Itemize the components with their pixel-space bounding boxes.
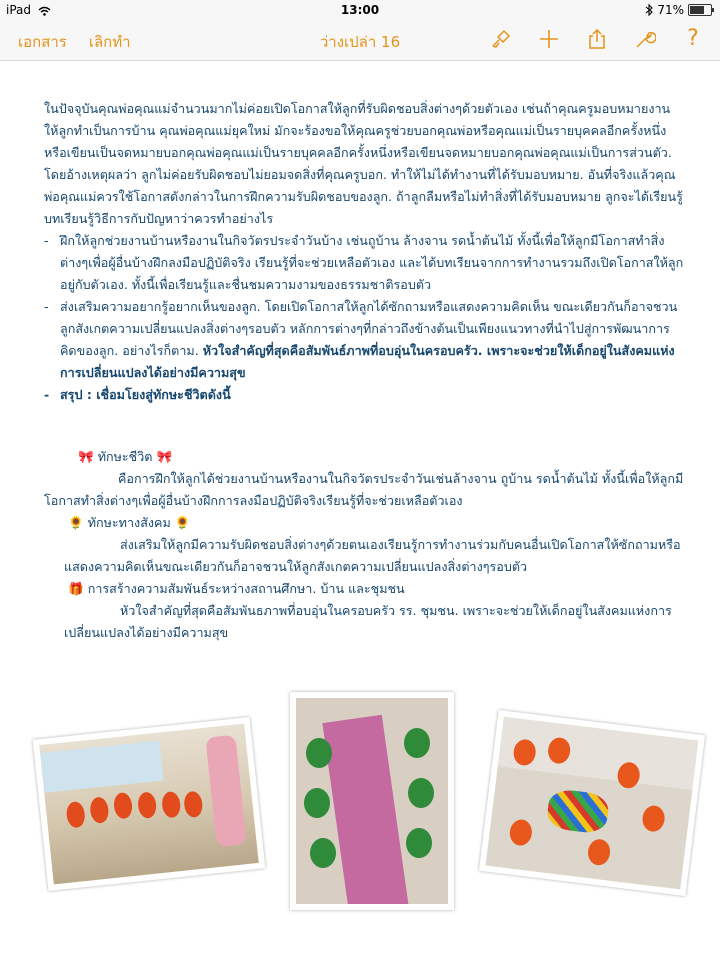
spacer: [44, 406, 684, 446]
brush-icon[interactable]: [488, 26, 514, 52]
child-shape: [113, 792, 134, 820]
section-title: ทักษะชีวิต: [97, 449, 153, 464]
status-right: [645, 3, 712, 17]
section-title: ทักษะทางสังคม: [87, 515, 171, 530]
section-body: ส่งเสริมให้ลูกมีความรับผิดชอบสิ่งต่างๆด้วยตนเองเรียนรู้การทำงานร่วมกับคนอื่นเปิดโอกาสให้ซักถามหรือแสดงความคิดเห็นขณะเดียวกันก็อาจชวนให้ลูกสังเกตความเปลี่ยนแปลงสิ่งต่างๆรอบตัว: [64, 537, 681, 574]
toolbar-right: [488, 26, 706, 52]
bluetooth-icon: [645, 4, 653, 16]
child-shape: [304, 788, 330, 818]
document-title[interactable]: ว่างเปล่า 16: [319, 33, 401, 51]
photo-center-image: [296, 698, 448, 904]
gift-icon: 🎁: [68, 581, 84, 596]
document-body[interactable]: [44, 98, 684, 644]
section-heading: [44, 578, 684, 600]
child-shape: [408, 778, 434, 808]
sunflower-icon: 🌻: [68, 515, 84, 530]
child-shape: [512, 738, 537, 766]
table-shape: [322, 715, 409, 904]
section-body: หัวใจสำคัญที่สุดคือสัมพันธภาพที่อบอุ่นในครอบครัว รร. ชุมชน. เพราะจะช่วยให้เด็กอยู่ในสังคมแห่งการเปลี่ยนแปลงได้อย่างมีความสุข: [64, 603, 672, 640]
section-heading: [44, 512, 684, 534]
photo-right-image: [486, 717, 699, 890]
child-shape: [137, 791, 158, 819]
clock: 13:00: [340, 3, 380, 17]
toolbar: [0, 20, 720, 61]
intro-paragraph: ในปัจจุบันคุณพ่อคุณแม่จำนวนมากไม่ค่อยเปิดโอกาสให้ลูกที่รับผิดชอบสิ่งต่างๆด้วยตัวเอง เช่นถ้าคุณครูมอบหมายงานให้ลูกทำเป็นการบ้าน คุณพ่อคุณแม่ยุคใหม่ มักจะร้องขอให้คุณครูช่วยบอกคุณพ่อหรือคุณแม่เป็นรายบุคคลอีกครั้งหนึ่งหรือเขียนเป็นจดหมายบอกคุณพ่อคุณแม่เป็นรายบุคคลอีกครั้งหนึ่งหรือเขียนจดหมายบอกคุณพ่อคุณแม่เป็นการส่วนตัว. โดยอ้างเหตุผลว่า ลูกไม่ค่อยรับผิดชอบไม่ยอมจดสิ่งที่คุณครูบอก. ทำให้ไม่ได้ทำงานที่ได้รับมอบหมาย. อันที่จริงแล้วคุณพ่อคุณแม่ควรใช้โอกาสดังกล่าวในการฝึกความรับผิดชอบของลูก. ถ้าลูกลืมหรือไม่ทำสิ่งที่ได้รับมอบหมาย ลูกจะได้เรียนรู้บทเรียนรู้วิธีการกับปัญหาว่าควรทำอย่างไร: [44, 101, 683, 226]
child-shape: [65, 801, 86, 829]
child-shape: [547, 736, 572, 764]
child-shape: [406, 828, 432, 858]
child-shape: [183, 791, 204, 819]
section-body: คือการฝึกให้ลูกได้ช่วยงานบ้านหรืองานในกิจวัตรประจำวันเช่นล้างจาน ถูบ้าน รดน้ำต้นไม้ ทั้งนี้เพื่อให้ลูกมีโอกาสทำสิ่งต่างๆเพื่อผู้อื่นบ้างฝึกการลงมือปฏิบัติจริงเรียนรู้ที่จะช่วยเหลือตัวเอง: [44, 471, 684, 508]
battery-fill: [690, 6, 704, 14]
sunflower-icon: 🌻: [174, 515, 191, 530]
documents-button[interactable]: เอกสาร: [18, 33, 67, 51]
child-shape: [89, 796, 110, 824]
help-icon[interactable]: ?: [687, 26, 699, 51]
bullet-bold-text: หัวใจสำคัญที่สุดคือสัมพันธ์ภาพที่อบอุ่นในครอบครัว. เพราะจะช่วยให้เด็กอยู่ในสังคมแห่งการเปลี่ยนแปลงได้อย่างมีความสุข: [60, 343, 675, 380]
window-shape: [40, 741, 164, 793]
wrench-icon[interactable]: [632, 26, 658, 52]
share-icon[interactable]: [584, 26, 610, 52]
child-shape: [161, 791, 182, 819]
bullet-text: ส่งเสริมความอยากรู้อยากเห็นของลูก. โดยเปิดโอกาสให้ลูกได้ซักถามหรือแสดงความคิดเห็น ขณะเดียวกันก็อาจชวนลูกสังเกตความเปลี่ยนแปลงสิ่งต่างๆรอบตัว หลักการต่างๆที่กล่าวถึงข้างต้นเป็นเพียงแนวทางที่นำไปสู่การพัฒนาการคิดของลูก. อย่างไรก็ตาม.: [60, 299, 678, 358]
photo-left[interactable]: [33, 717, 266, 891]
section-title: การสร้างความสัมพันธ์ระหว่างสถานศึกษา. บ้าน และชุมชน: [87, 581, 405, 596]
undo-button[interactable]: เลิกทำ: [88, 33, 131, 51]
bullet-item: [44, 296, 684, 384]
photo-right[interactable]: [479, 710, 705, 896]
section-heading: [44, 446, 684, 468]
ribbon-icon: 🎀: [156, 449, 173, 464]
person-shape: [205, 735, 246, 848]
battery-percent: 71%: [657, 3, 684, 17]
photo-left-image: [39, 724, 259, 885]
ribbon-icon: 🎀: [78, 449, 94, 464]
bullet-summary: - สรุป : เชื่อมโยงสู่ทักษะชีวิตดังนี้: [44, 384, 684, 406]
plus-icon[interactable]: [536, 26, 562, 52]
photo-center[interactable]: [290, 692, 454, 910]
device-name: iPad: [6, 3, 32, 17]
battery-icon: [688, 4, 712, 16]
child-shape: [306, 738, 332, 768]
status-bar: [0, 0, 720, 20]
child-shape: [310, 838, 336, 868]
child-shape: [404, 728, 430, 758]
bullet-item: - ฝึกให้ลูกช่วยงานบ้านหรืองานในกิจวัตรประจำวันบ้าง เช่นถูบ้าน ล้างจาน รดน้ำต้นไม้ ทั้งนี้เพื่อให้ลูกมีโอกาสทำสิ่งต่างๆเพื่อผู้อื่นบ้างฝึกลงมือปฏิบัติจริง เรียนรู้ที่จะช่วยเหลือตัวเอง และได้บทเรียนจากการทำงานรวมถึงเปิดโอกาสให้ลูกอยู่กับตัวเอง. ทั้งนี้เพื่อเรียนรู้และชื่นชมความงามของธรรมชาติรอบตัว: [44, 230, 684, 296]
